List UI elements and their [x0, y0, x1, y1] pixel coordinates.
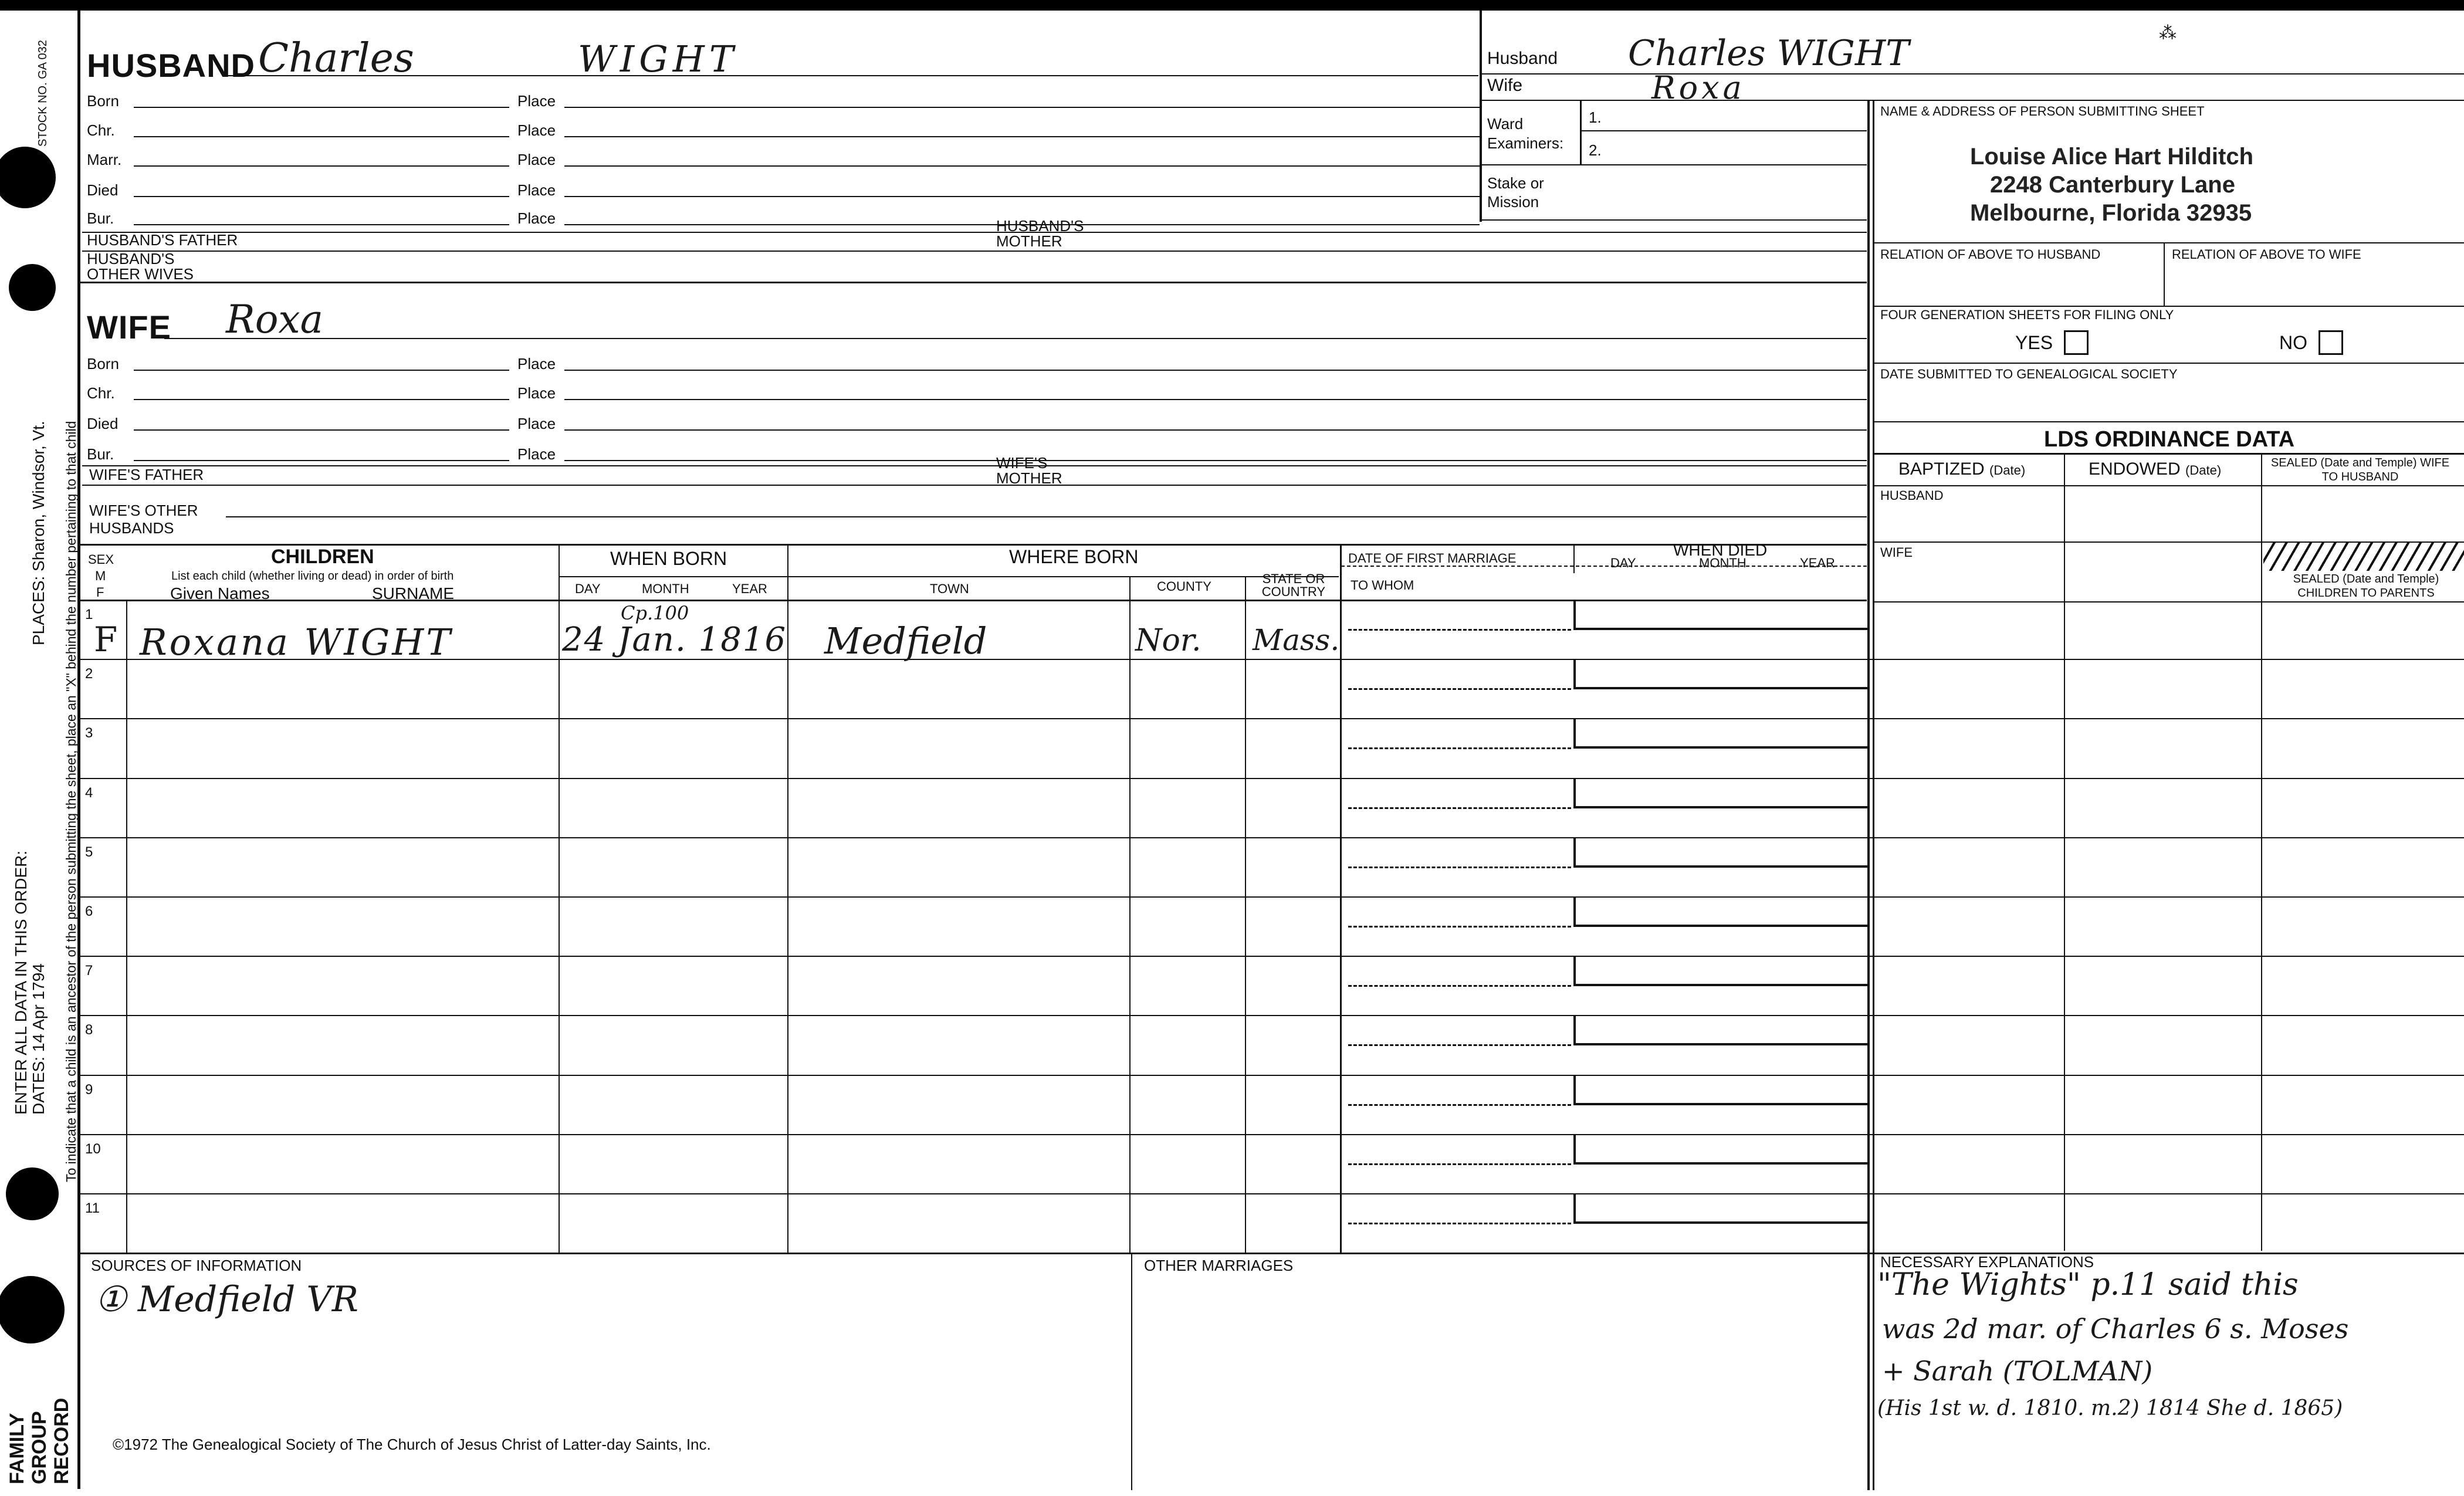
examiner-1: 1.	[1589, 109, 1602, 126]
children-title: CHILDREN	[271, 546, 374, 568]
submitter-label: NAME & ADDRESS OF PERSON SUBMITTING SHEET	[1880, 104, 2205, 119]
enter-all-data: ENTER ALL DATA IN THIS ORDER:	[12, 850, 30, 1115]
died-month-label: MONTH	[1699, 556, 1747, 570]
born-day-label: DAY	[575, 581, 601, 596]
husband-row-label: Marr.	[87, 151, 122, 168]
husband-row-label: Bur.	[87, 209, 114, 227]
binder-hole-1	[0, 147, 56, 208]
lds-wife-label: WIFE	[1880, 545, 1913, 560]
child-row-line	[77, 956, 2464, 957]
child-died-box	[1573, 956, 1869, 986]
child-died-box	[1573, 1134, 1869, 1165]
husband-row-label: Born	[87, 92, 119, 110]
stock-number: STOCK NO. GA 032	[36, 40, 49, 147]
child-died-box	[1573, 1015, 1869, 1045]
husband-row-date-line	[134, 136, 509, 137]
examiners-label: Examiners:	[1487, 134, 1564, 152]
child-row-number: 10	[85, 1140, 101, 1157]
sources-value: ① Medfield VR	[95, 1279, 358, 1320]
wife-mother-label: WIFE'S MOTHER	[996, 454, 1062, 487]
county-label: COUNTY	[1157, 579, 1211, 594]
husband-row-date-line	[134, 196, 509, 197]
no-checkbox[interactable]	[2319, 330, 2343, 355]
hdr-husband-line	[1480, 73, 2464, 75]
child-marriage-dash	[1348, 867, 1571, 868]
child-born-date: 24 Jan. 1816	[562, 621, 787, 659]
wife-row-place-label: Place	[517, 355, 556, 373]
stake-label: Stake or Mission	[1487, 174, 1544, 211]
wife-bur-line	[82, 465, 1867, 466]
sealed-hatch	[2263, 543, 2464, 571]
relation-divider	[2164, 242, 2165, 306]
child-marriage-dash	[1348, 1104, 1571, 1106]
binder-hole-3	[6, 1167, 59, 1220]
child-marriage-dash	[1348, 1223, 1571, 1224]
sex-f-label: F	[96, 585, 104, 600]
husband-row-place-line	[564, 107, 1480, 108]
explanation-line-3: + Sarah (TOLMAN)	[1882, 1355, 2153, 1387]
hdr-wife-label: Wife	[1487, 76, 1522, 95]
record-title-1: FAMILY	[6, 1413, 28, 1484]
husband-row-label: Died	[87, 181, 119, 199]
yes-label: YES	[2015, 332, 2053, 353]
frame-middle-divider	[1480, 11, 1482, 222]
wife-row-place-line	[564, 429, 1867, 431]
dates-line: DATES: 14 Apr 1794	[29, 963, 48, 1115]
child-died-box	[1573, 1075, 1869, 1105]
child-marriage-dash	[1348, 985, 1571, 987]
wife-given-name: Roxa	[226, 297, 323, 342]
explanations-label: NECESSARY EXPLANATIONS	[1880, 1253, 2094, 1271]
lds-title: LDS ORDINANCE DATA	[2044, 427, 2295, 452]
died-day-label: DAY	[1610, 556, 1636, 570]
wife-row-place-label: Place	[517, 384, 556, 402]
examiners-bottom-line	[1480, 164, 1867, 165]
child-marriage-dash	[1348, 1044, 1571, 1046]
wife-row-label: Died	[87, 415, 119, 432]
husband-surname: WIGHT	[578, 38, 739, 80]
child-county: Nor.	[1135, 623, 1201, 658]
child-died-box	[1573, 1193, 1869, 1224]
binder-hole-4	[0, 1276, 65, 1343]
child-marriage-dash	[1348, 688, 1571, 690]
husband-row-place-label: Place	[517, 151, 556, 168]
husband-row-date-line	[134, 107, 509, 108]
husband-row-date-line	[134, 165, 509, 167]
wife-row-label: Bur.	[87, 445, 114, 463]
when-born-label: WHEN BORN	[610, 548, 727, 569]
child-row-number: 4	[85, 784, 93, 801]
four-gen-bottom-line	[1873, 363, 2464, 364]
child-row-line	[77, 1134, 2464, 1135]
record-title-2: GROUP	[28, 1411, 50, 1484]
child-row-number: 9	[85, 1081, 93, 1098]
baptized-text: BAPTIZED	[1898, 459, 1985, 479]
lds-col-divider-2	[2261, 453, 2262, 1251]
endowed-date-text: (Date)	[2185, 463, 2222, 478]
surname-label: SURNAME	[372, 584, 455, 603]
wife-other-line	[226, 516, 1867, 517]
explanation-line-2: was 2d mar. of Charles 6 s. Moses	[1882, 1313, 2349, 1345]
child-marriage-dash	[1348, 1163, 1571, 1165]
child-row-number: 3	[85, 725, 93, 742]
husband-row-place-label: Place	[517, 121, 556, 139]
frame-right-column-inner	[1873, 100, 1874, 1490]
no-label: NO	[2279, 332, 2307, 353]
col-state	[1340, 544, 1342, 1253]
lds-title-bottom	[1873, 453, 2464, 455]
child-row-line	[77, 837, 2464, 838]
husband-bur-line	[82, 232, 1867, 233]
wife-row-date-line	[134, 429, 509, 431]
hdr-husband-value: Charles WIGHT	[1628, 33, 1910, 74]
child-row-number: 2	[85, 666, 93, 682]
col-county	[1245, 576, 1246, 1253]
ward-label: Ward	[1487, 115, 1524, 133]
frame-left	[77, 11, 80, 1489]
child-marriage-dash	[1348, 807, 1571, 809]
wife-row-label: Chr.	[87, 384, 115, 402]
husband-father-line	[82, 251, 1867, 252]
hdr-mark-1: ⁂	[2159, 23, 2177, 43]
examiners-divider	[1580, 101, 1582, 164]
wife-row-place-line	[564, 399, 1867, 400]
submitter-street: 2248 Canterbury Lane	[1990, 172, 2235, 198]
wife-row-place-label: Place	[517, 445, 556, 463]
yes-checkbox[interactable]	[2064, 330, 2089, 355]
child-row-line	[77, 896, 2464, 898]
baptized-date-text: (Date)	[1989, 463, 2026, 478]
husband-heading: HUSBAND	[87, 47, 255, 84]
child-row-number: 7	[85, 963, 93, 979]
husband-father-label: HUSBAND'S FATHER	[87, 231, 238, 249]
child-row-number: 6	[85, 903, 93, 919]
first-marriage-label: DATE OF FIRST MARRIAGE	[1348, 551, 1517, 566]
explanation-line-1: "The Wights" p.11 said this	[1877, 1267, 2299, 1302]
wife-row-label: Born	[87, 355, 119, 373]
hdr-wife-line	[1480, 100, 2464, 101]
lds-col-divider-1	[2064, 453, 2065, 1251]
examiner-mid-line	[1582, 130, 1867, 131]
instruction-text: To indicate that a child is an ancestor of the person submitting the sheet, place an "X" behind the number pertaining to that child	[63, 421, 79, 1182]
col-children	[559, 544, 560, 1253]
sealed-wife-label: SEALED (Date and Temple) WIFE TO HUSBAND	[2270, 456, 2450, 483]
lds-husband-label: HUSBAND	[1880, 488, 1944, 503]
husband-section-bottom	[77, 282, 1867, 283]
binder-hole-2	[9, 264, 56, 311]
child-died-box	[1573, 600, 1869, 630]
child-row-line	[77, 1075, 2464, 1076]
child-town: Medfield	[824, 620, 987, 662]
date-submitted-label: DATE SUBMITTED TO GENEALOGICAL SOCIETY	[1880, 367, 2178, 381]
born-year-label: YEAR	[732, 581, 767, 596]
wife-row-place-line	[564, 370, 1867, 371]
lds-header-bottom	[1873, 485, 2464, 486]
wife-row-place-line	[564, 460, 1867, 461]
marriage-dash-line	[1341, 566, 1867, 567]
col-died	[1573, 544, 1575, 573]
husband-mother-label: HUSBAND'S MOTHER	[996, 217, 1084, 250]
husband-row-place-label: Place	[517, 181, 556, 199]
wife-heading: WIFE	[87, 309, 171, 346]
child-row-line	[77, 718, 2464, 719]
endowed-text: ENDOWED	[2089, 459, 2181, 479]
baptized-label	[1898, 461, 2025, 479]
submitter-bottom-line	[1873, 242, 2464, 243]
children-bottom-line	[77, 1253, 2464, 1254]
stake-bottom-line	[1480, 219, 1867, 221]
child-born-note: Cp.100	[621, 602, 689, 624]
places-line: PLACES: Sharon, Windsor, Vt.	[29, 421, 48, 645]
top-border-band	[0, 0, 2464, 11]
wife-row-place-label: Place	[517, 415, 556, 432]
examiner-2: 2.	[1589, 141, 1602, 159]
sources-label: SOURCES OF INFORMATION	[91, 1257, 302, 1274]
child-row-number: 8	[85, 1022, 93, 1038]
where-born-label: WHERE BORN	[1009, 546, 1139, 567]
record-title-3: RECORD	[50, 1397, 73, 1484]
wife-other-husbands-label: WIFE'S OTHER HUSBANDS	[89, 502, 198, 537]
sealed-children-label: SEALED (Date and Temple) CHILDREN TO PARENTS	[2293, 573, 2439, 600]
died-year-label: YEAR	[1800, 556, 1835, 570]
husband-row-place-line	[564, 165, 1480, 167]
town-label: TOWN	[930, 581, 969, 596]
given-names-label: Given Names	[170, 584, 270, 603]
copyright: ©1972 The Genealogical Society of The Church of Jesus Christ of Latter-day Saints, Inc.	[113, 1436, 711, 1453]
when-died-label: WHEN DIED	[1673, 541, 1768, 559]
child-row-line	[77, 1015, 2464, 1016]
to-whom-label: TO WHOM	[1351, 578, 1414, 593]
child-marriage-dash	[1348, 747, 1571, 749]
child-died-box	[1573, 659, 1869, 689]
when-born-sub-line	[559, 576, 1339, 577]
husband-given-name: Charles	[258, 35, 414, 82]
wife-father-label: WIFE'S FATHER	[89, 466, 204, 483]
explanation-line-4: (His 1st w. d. 1810. m.2) 1814 She d. 1865)	[1877, 1396, 2343, 1420]
sex-label: SEX	[88, 552, 114, 567]
endowed-label	[2089, 461, 2221, 479]
state-label: STATE OR COUNTRY	[1261, 571, 1326, 599]
child-marriage-dash	[1348, 926, 1571, 928]
four-gen-label: FOUR GENERATION SHEETS FOR FILING ONLY	[1880, 307, 2174, 322]
col-when-born	[787, 544, 788, 1253]
child-died-box	[1573, 896, 1869, 927]
col-town	[1129, 576, 1131, 1253]
child-marriage-dash	[1348, 629, 1571, 631]
husband-other-wives-label: HUSBAND'S OTHER WIVES	[87, 250, 194, 283]
col-sex	[126, 600, 127, 1253]
wife-row-date-line	[134, 460, 509, 461]
child-died-box	[1573, 837, 1869, 868]
born-month-label: MONTH	[642, 581, 689, 596]
wife-row-date-line	[134, 370, 509, 371]
wife-name-line	[164, 338, 1867, 339]
submitter-name: Louise Alice Hart Hilditch	[1970, 144, 2254, 170]
relation-bottom-line	[1873, 306, 2464, 307]
child-row-number: 11	[85, 1200, 100, 1216]
date-submitted-bottom-line	[1873, 421, 2464, 422]
child-row-line	[77, 778, 2464, 779]
husband-row-place-line	[564, 136, 1480, 137]
children-subtitle: List each child (whether living or dead) in order of birth	[171, 570, 454, 583]
submitter-city: Melbourne, Florida 32935	[1970, 200, 2252, 226]
child-sex: F	[94, 620, 118, 659]
child-row-line	[77, 1193, 2464, 1194]
wife-father-line	[82, 485, 1867, 486]
husband-row-place-label: Place	[517, 92, 556, 110]
relation-wife-label: RELATION OF ABOVE TO WIFE	[2172, 247, 2361, 262]
child-name: Roxana WIGHT	[140, 621, 453, 664]
husband-row-date-line	[134, 224, 509, 225]
other-marriages-divider	[1131, 1253, 1132, 1490]
child-died-box	[1573, 718, 1869, 749]
child-row-number: 5	[85, 844, 93, 860]
husband-row-place-label: Place	[517, 209, 556, 227]
sex-m-label: M	[95, 568, 106, 583]
wife-row-date-line	[134, 399, 509, 400]
hdr-wife-value: Roxa	[1651, 69, 1745, 106]
relation-husband-label: RELATION OF ABOVE TO HUSBAND	[1880, 247, 2101, 262]
husband-row-place-line	[564, 196, 1480, 197]
child-row-number: 1	[85, 607, 93, 622]
hdr-husband-label: Husband	[1487, 49, 1558, 68]
other-marriages-label: OTHER MARRIAGES	[1144, 1257, 1294, 1274]
child-died-box	[1573, 778, 1869, 808]
child-state: Mass.	[1253, 623, 1340, 657]
lds-wife-bottom	[1873, 601, 2464, 603]
husband-row-label: Chr.	[87, 121, 115, 139]
